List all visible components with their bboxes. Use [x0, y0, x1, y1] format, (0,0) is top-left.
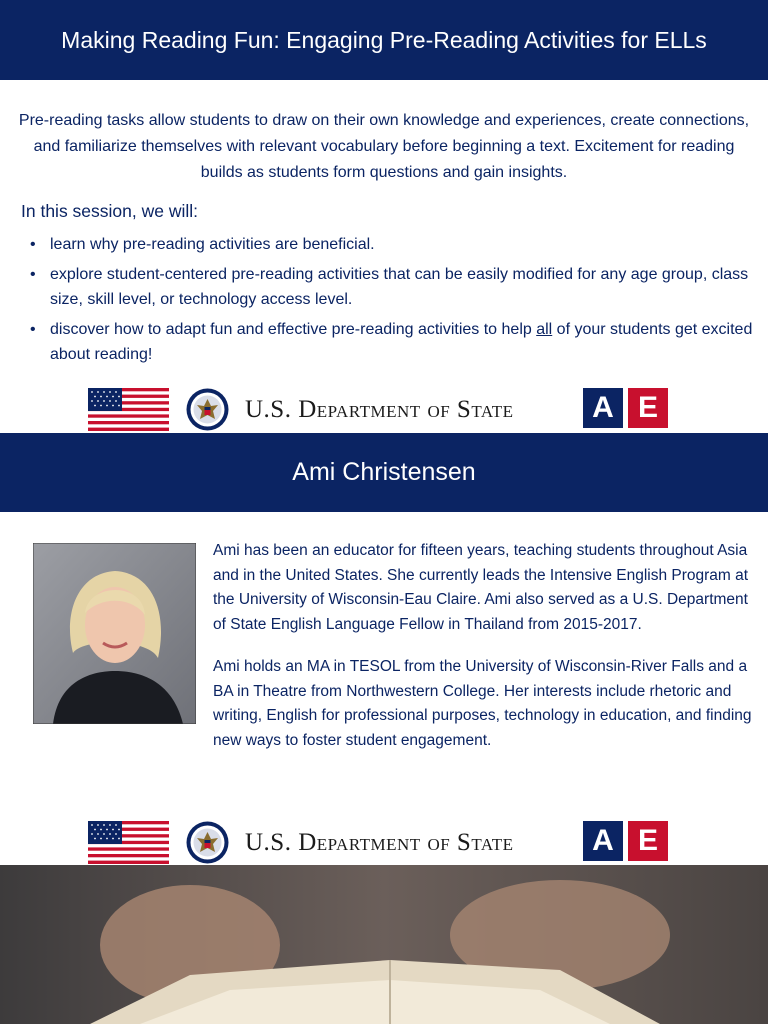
bullet-icon: • — [30, 321, 36, 338]
department-of-state-wordmark: U.S. DEPARTMENT OF STATE — [245, 396, 514, 423]
department-seal-icon — [186, 821, 229, 864]
bio-paragraph: Ami holds an MA in TESOL from the University of Wisconsin-River Falls and a BA in Theatre from Northwestern College. Her interests include rhetoric and writing, English for professional purposes, technology in education, and finding new ways to foster student engagement. — [213, 658, 752, 749]
ae-logo — [583, 821, 669, 861]
list-item-text: learn why pre-reading activities are beneficial. — [50, 236, 375, 253]
ae-logo-a: A — [583, 821, 623, 861]
list-item-text-after: of your students get excited about reading! — [50, 321, 753, 363]
us-flag-icon — [88, 821, 169, 864]
ae-logo — [583, 388, 669, 428]
bullet-icon: • — [30, 266, 36, 283]
ae-logo-a: A — [583, 388, 623, 428]
speaker-bio — [213, 539, 753, 771]
ae-logo-e: E — [628, 388, 668, 428]
bullet-icon: • — [30, 236, 36, 253]
session-list — [28, 232, 753, 372]
department-seal-icon — [186, 388, 229, 431]
list-item-text-underlined: all — [536, 321, 553, 338]
list-item — [28, 232, 753, 257]
bio-paragraph: Ami has been an educator for fifteen years, teaching students throughout Asia and in the United States. She currently leads the Intensive English Program at the University of Wisconsin-Eau Claire. Ami also served as a U.S. Department of State English Language Fellow in Thailand from 2015-2017. — [213, 542, 749, 633]
page-title: Making Reading Fun: Engaging Pre-Reading Activities for ELLs — [61, 26, 707, 53]
logo-bar — [88, 386, 673, 432]
ae-logo-e: E — [628, 821, 668, 861]
speaker-name: Ami Christensen — [292, 458, 476, 486]
intro-paragraph: Pre-reading tasks allow students to draw on their own knowledge and experiences, create connections, and familiarize themselves with relevant vocabulary before beginning a text. Excitement for reading builds as students form questions and gain insights. — [18, 112, 750, 181]
list-item-text: explore student-centered pre-reading activities that can be easily modified for any age group, class size, skill level, or technology access level. — [50, 266, 749, 308]
department-of-state-wordmark: U.S. DEPARTMENT OF STATE — [245, 829, 514, 856]
reading-book-photo — [0, 865, 768, 1024]
speaker-banner — [0, 433, 768, 512]
us-flag-icon — [88, 388, 169, 431]
logo-bar — [88, 819, 673, 865]
list-item — [28, 317, 753, 367]
session-heading: In this session, we will: — [21, 201, 199, 221]
list-item — [28, 262, 753, 312]
list-item-text-before: discover how to adapt fun and effective pre-reading activities to help — [50, 321, 537, 338]
speaker-photo — [33, 543, 196, 724]
header-banner — [0, 0, 768, 80]
